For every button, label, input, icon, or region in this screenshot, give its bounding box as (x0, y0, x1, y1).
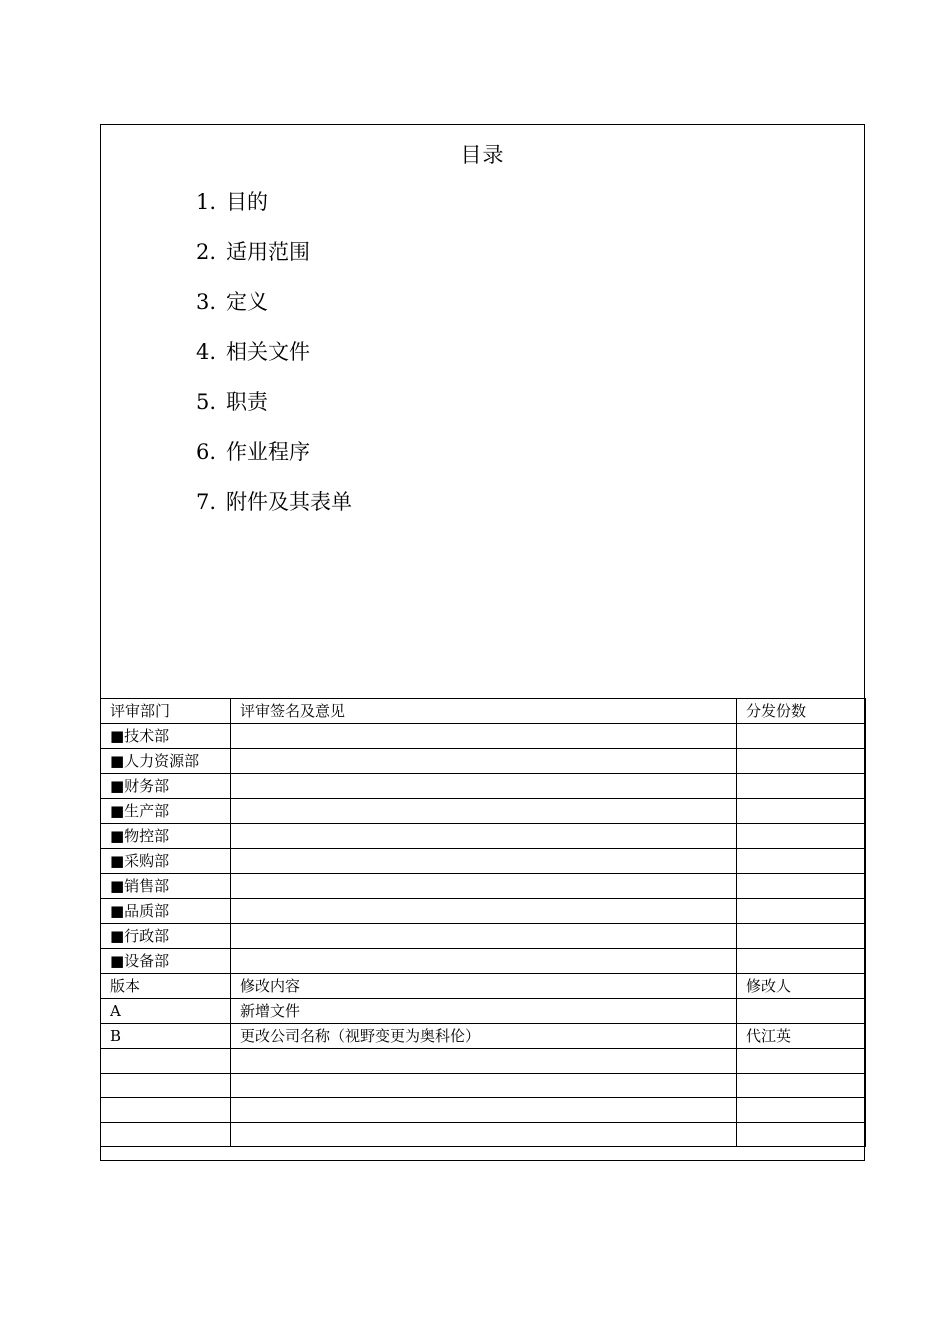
revision-cell (231, 1073, 737, 1098)
table-row (101, 924, 866, 949)
revision-cell (737, 1098, 866, 1123)
revision-cell (101, 1049, 231, 1074)
revision-header-cell: 修改内容 (231, 974, 737, 999)
table-row (101, 1098, 866, 1123)
toc-item-related-documents (196, 337, 352, 387)
review-cell: ■技术部 (101, 724, 231, 749)
review-cell (231, 874, 737, 899)
review-cell (231, 849, 737, 874)
table-row (101, 799, 866, 824)
revision-cell (231, 1049, 737, 1074)
table-row (101, 899, 866, 924)
revision-cell: A (101, 999, 231, 1024)
review-header-row (101, 699, 866, 724)
toc-item-number: 3. (196, 290, 217, 314)
toc-item-purpose (196, 187, 352, 237)
table-row (101, 774, 866, 799)
revision-header-cell: 版本 (101, 974, 231, 999)
toc-title: 目录 (460, 143, 505, 167)
table-row (101, 824, 866, 849)
toc-item-attachments (196, 487, 352, 537)
review-header-cell: 分发份数 (737, 699, 866, 724)
review-cell (737, 724, 866, 749)
review-cell: ■财务部 (101, 774, 231, 799)
revision-cell: B (101, 1024, 231, 1049)
toc-item-number: 2. (196, 240, 217, 264)
toc-item-definitions (196, 287, 352, 337)
review-cell: ■物控部 (101, 824, 231, 849)
review-cell: ■设备部 (101, 949, 231, 974)
review-cell (231, 724, 737, 749)
revision-cell (101, 1122, 231, 1147)
toc-item-label: 职责 (226, 390, 268, 414)
review-cell: ■生产部 (101, 799, 231, 824)
toc-item-label: 适用范围 (226, 240, 310, 264)
review-revision-table (100, 698, 866, 1147)
review-header-cell: 评审部门 (101, 699, 231, 724)
table-of-contents (101, 125, 864, 698)
table-row (101, 724, 866, 749)
review-cell: ■品质部 (101, 899, 231, 924)
toc-item-scope (196, 237, 352, 287)
review-cell (737, 924, 866, 949)
review-cell (737, 799, 866, 824)
revision-cell (101, 1073, 231, 1098)
toc-item-responsibilities (196, 387, 352, 437)
document-frame (100, 124, 865, 1161)
table-row (101, 999, 866, 1024)
revision-cell (737, 1122, 866, 1147)
toc-item-number: 7. (196, 490, 217, 514)
review-cell (231, 799, 737, 824)
toc-item-procedure (196, 437, 352, 487)
review-cell: ■人力资源部 (101, 749, 231, 774)
review-cell (231, 924, 737, 949)
review-cell (737, 849, 866, 874)
toc-item-label: 作业程序 (226, 440, 310, 464)
review-cell: ■销售部 (101, 874, 231, 899)
revision-cell (737, 1073, 866, 1098)
review-cell (737, 749, 866, 774)
table-body (101, 699, 866, 1147)
revision-cell (737, 999, 866, 1024)
review-cell (231, 949, 737, 974)
review-cell (231, 824, 737, 849)
review-cell (737, 774, 866, 799)
table-row (101, 949, 866, 974)
toc-list (196, 187, 352, 537)
table-row (101, 1073, 866, 1098)
review-cell (231, 899, 737, 924)
revision-header-row (101, 974, 866, 999)
revision-cell: 更改公司名称（视野变更为奥科伦） (231, 1024, 737, 1049)
revision-header-cell: 修改人 (737, 974, 866, 999)
review-cell (737, 899, 866, 924)
review-header-cell: 评审签名及意见 (231, 699, 737, 724)
table-row (101, 1122, 866, 1147)
toc-item-label: 目的 (226, 190, 268, 214)
revision-cell (231, 1122, 737, 1147)
revision-cell (231, 1098, 737, 1123)
review-cell (231, 749, 737, 774)
table-row (101, 849, 866, 874)
toc-item-label: 定义 (226, 290, 268, 314)
toc-item-number: 1. (196, 190, 217, 214)
table-row (101, 749, 866, 774)
toc-item-number: 4. (196, 340, 217, 364)
review-cell (737, 824, 866, 849)
table-row (101, 1024, 866, 1049)
revision-cell (101, 1098, 231, 1123)
table-row (101, 1049, 866, 1074)
toc-item-number: 6. (196, 440, 217, 464)
toc-item-number: 5. (196, 390, 217, 414)
review-cell (231, 774, 737, 799)
revision-cell: 新增文件 (231, 999, 737, 1024)
toc-item-label: 附件及其表单 (226, 490, 352, 514)
revision-cell (737, 1049, 866, 1074)
review-cell: ■行政部 (101, 924, 231, 949)
review-cell (737, 949, 866, 974)
review-cell: ■采购部 (101, 849, 231, 874)
review-cell (737, 874, 866, 899)
toc-item-label: 相关文件 (226, 340, 310, 364)
revision-cell: 代江英 (737, 1024, 866, 1049)
table-row (101, 874, 866, 899)
